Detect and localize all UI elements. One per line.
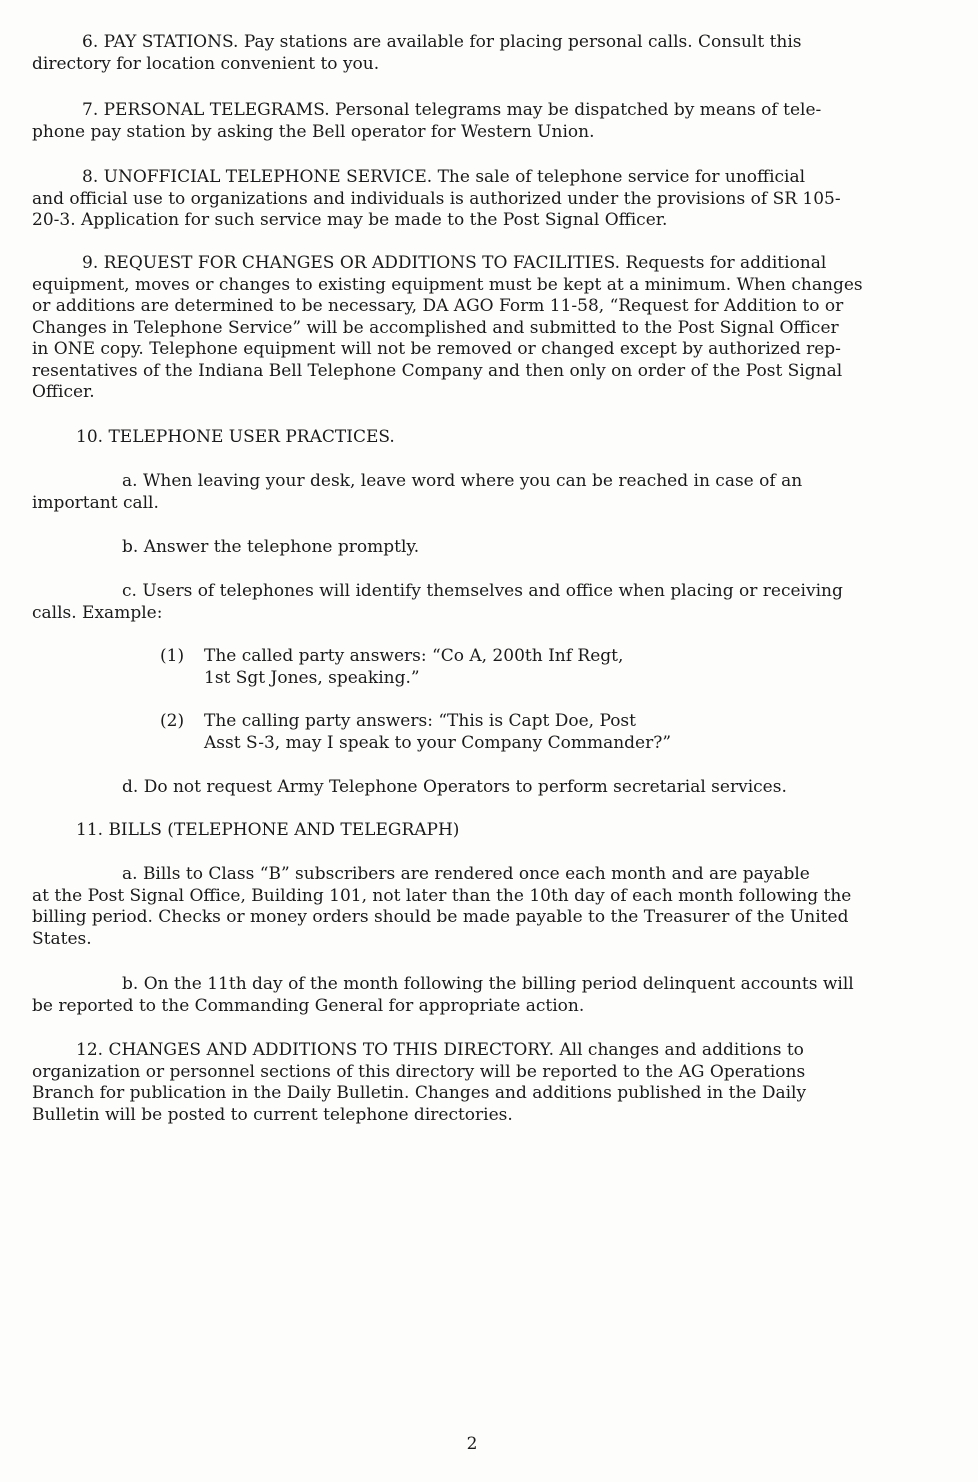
paragraph-line: 6. PAY STATIONS. Pay stations are available for placing personal calls. Consult this: [82, 32, 802, 52]
paragraph-line: 9. REQUEST FOR CHANGES OR ADDITIONS TO FACILITIES. Requests for additional: [82, 253, 827, 273]
heading-line: 10. TELEPHONE USER PRACTICES.: [76, 427, 395, 447]
paragraph-line: a. When leaving your desk, leave word where you can be reached in case of an: [122, 471, 803, 491]
paragraph-line: equipment, moves or changes to existing equipment must be kept at a minimum. When changes: [32, 274, 863, 295]
example-1-number: (1): [160, 646, 185, 666]
paragraph-line: important call.: [32, 492, 159, 513]
paragraph-line: c. Users of telephones will identify themselves and office when placing or receiving: [122, 581, 843, 601]
paragraph-line: phone pay station by asking the Bell operator for Western Union.: [32, 121, 595, 142]
page-number: 2: [466, 1434, 478, 1454]
subparagraph-10a: [32, 471, 932, 514]
paragraph-line: 12. CHANGES AND ADDITIONS TO THIS DIRECTORY. All changes and additions to: [76, 1040, 804, 1060]
paragraph-line: calls. Example:: [32, 602, 163, 623]
paragraph-request-for-changes: [32, 253, 932, 404]
example-1-text: [204, 646, 623, 689]
paragraph-line: b. Answer the telephone promptly.: [122, 537, 420, 557]
paragraph-line: Changes in Telephone Service” will be accomplished and submitted to the Post Signal Officer: [32, 317, 839, 338]
paragraph-line: b. On the 11th day of the month following the billing period delinquent accounts will: [122, 974, 854, 994]
paragraph-line: or additions are determined to be necessary, DA AGO Form 11-58, “Request for Addition to or: [32, 296, 844, 316]
paragraph-changes-to-directory: [32, 1040, 932, 1126]
subparagraph-11a: [32, 864, 932, 950]
paragraph-line: a. Bills to Class “B” subscribers are rendered once each month and are payable: [122, 864, 810, 884]
paragraph-unofficial-telephone-service: [32, 167, 932, 232]
subparagraph-10c: [32, 581, 932, 624]
paragraph-line: organization or personnel sections of this directory will be reported to the AG Operations: [32, 1061, 806, 1082]
section-heading-user-practices: [32, 427, 932, 449]
subparagraph-10d: [32, 777, 932, 799]
paragraph-line: Officer.: [32, 382, 95, 402]
example-2-number: (2): [160, 711, 185, 731]
paragraph-line: billing period. Checks or money orders should be made payable to the Treasurer of the United: [32, 907, 849, 927]
paragraph-line: directory for location convenient to you.: [32, 53, 380, 74]
paragraph-line: d. Do not request Army Telephone Operators to perform secretarial services.: [122, 777, 787, 797]
paragraph-personal-telegrams: [32, 100, 932, 143]
paragraph-line: 7. PERSONAL TELEGRAMS. Personal telegrams may be dispatched by means of tele-: [82, 100, 822, 120]
paragraph-line: at the Post Signal Office, Building 101, not later than the 10th day of each month following the: [32, 885, 852, 906]
example-line: Asst S-3, may I speak to your Company Commander?”: [204, 732, 672, 753]
subparagraph-11b: [32, 974, 932, 1017]
paragraph-line: 8. UNOFFICIAL TELEPHONE SERVICE. The sale of telephone service for unofficial: [82, 167, 806, 187]
example-line: The calling party answers: “This is Capt Doe, Post: [204, 711, 636, 731]
paragraph-line: be reported to the Commanding General for appropriate action.: [32, 995, 585, 1016]
paragraph-line: in ONE copy. Telephone equipment will not be removed or changed except by authorized rep-: [32, 339, 841, 359]
paragraph-pay-stations: [32, 32, 932, 75]
example-2-text: [204, 711, 671, 754]
paragraph-line: Branch for publication in the Daily Bulletin. Changes and additions published in the Daily: [32, 1083, 807, 1103]
subparagraph-10b: [32, 537, 932, 559]
section-heading-bills: [32, 820, 932, 842]
example-line: 1st Sgt Jones, speaking.”: [204, 667, 420, 688]
paragraph-line: and official use to organizations and individuals is authorized under the provisions of SR 105-: [32, 188, 841, 209]
paragraph-line: States.: [32, 928, 92, 949]
heading-line: 11. BILLS (TELEPHONE AND TELEGRAPH): [76, 820, 460, 840]
paragraph-line: 20-3. Application for such service may be made to the Post Signal Officer.: [32, 210, 668, 230]
paragraph-line: resentatives of the Indiana Bell Telephone Company and then only on order of the Post Signal: [32, 360, 843, 381]
paragraph-line: Bulletin will be posted to current telephone directories.: [32, 1104, 513, 1125]
example-line: The called party answers: “Co A, 200th Inf Regt,: [204, 646, 624, 666]
